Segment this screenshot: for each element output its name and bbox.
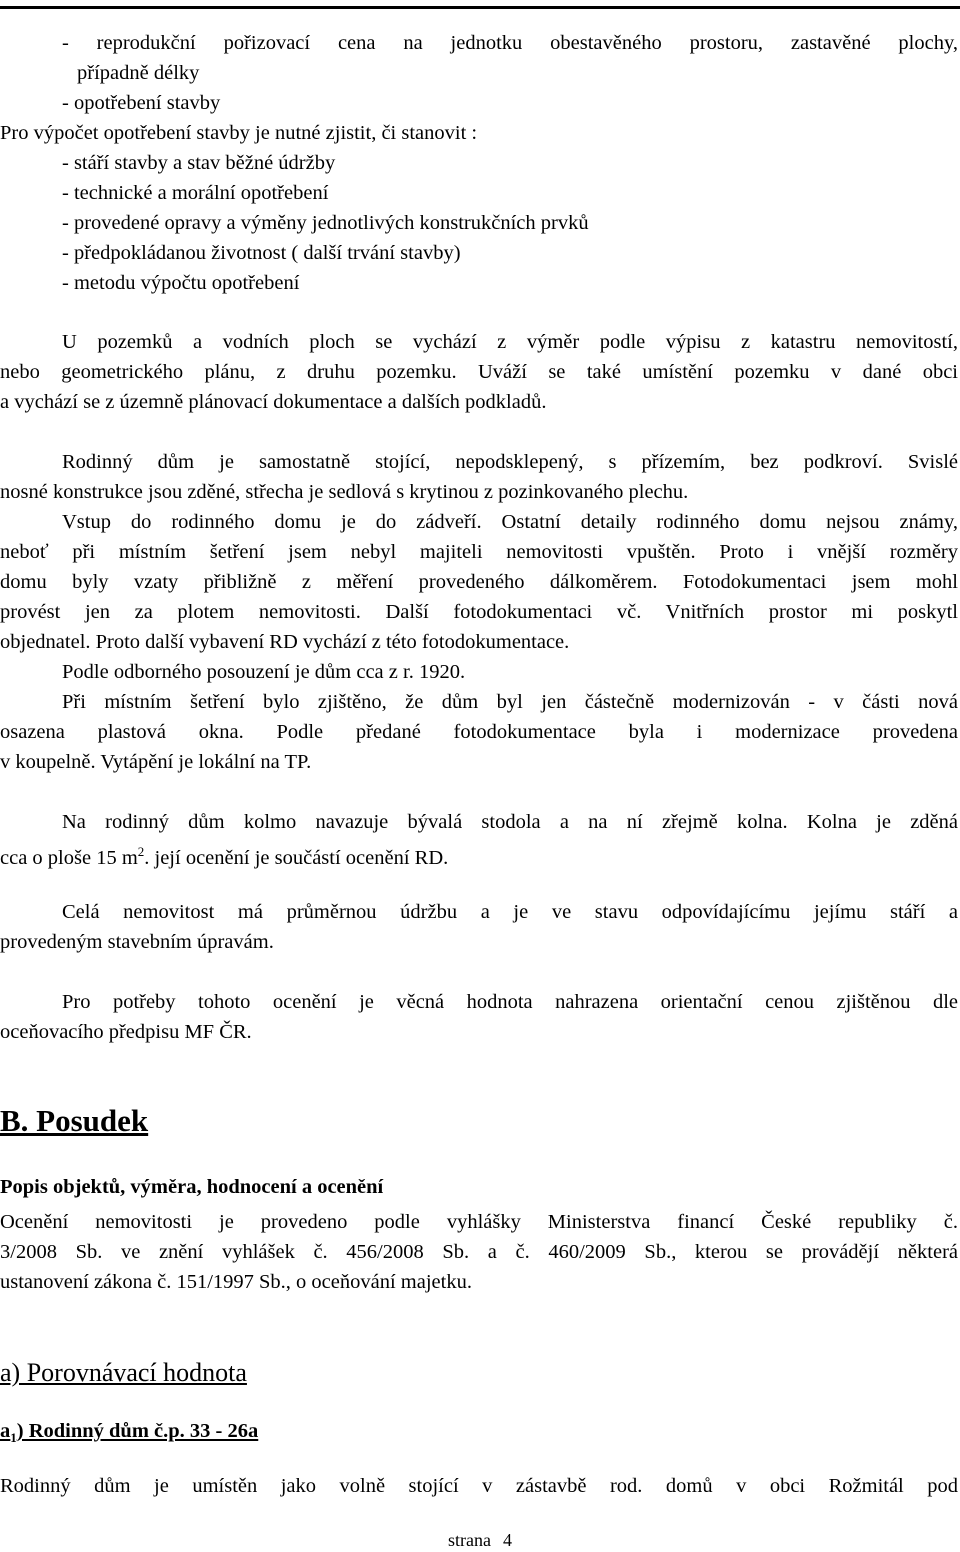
text-fragment: cca o ploše 15 m <box>0 846 138 869</box>
text-line: Při místním šetření bylo zjištěno, že dům byl jen částečně modernizován - v části nová <box>62 691 958 713</box>
text-line: Rodinný dům je samostatně stojící, nepodsklepený, s přízemím, bez podkroví. Svislé <box>62 451 958 473</box>
text-line: 3/2008 Sb. ve znění vyhlášek č. 456/2008 Sb. a č. 460/2009 Sb., kterou se provádějí některá <box>0 1241 958 1263</box>
item-heading <box>0 1418 958 1451</box>
subscript: 1 <box>10 1430 17 1446</box>
section-heading: B. Posudek <box>0 1103 149 1138</box>
text-line: - předpokládanou životnost ( další trvání stavby) <box>62 242 461 264</box>
text-line: v koupelně. Vytápění je lokální na TP. <box>0 751 312 773</box>
text-line: Pro výpočet opotřebení stavby je nutné zjistit, či stanovit : <box>0 122 478 144</box>
text-line: ustanovení zákona č. 151/1997 Sb., o oceňování majetku. <box>0 1271 472 1293</box>
text-line: nosné konstrukce jsou zděné, střecha je sedlová s krytinou z pozinkovaného plechu. <box>0 481 689 503</box>
text-line: objednatel. Proto další vybavení RD vychází z této fotodokumentace. <box>0 631 570 653</box>
text-line: Celá nemovitost má průměrnou údržbu a je ve stavu odpovídajícímu jejímu stáří a <box>62 901 958 923</box>
text-line: Pro potřeby tohoto ocenění je věcná hodnota nahrazena orientační cenou zjištěnou dle <box>62 991 958 1013</box>
page-number: 4 <box>502 1530 512 1550</box>
page-footer <box>0 1528 960 1552</box>
text-line: Rodinný dům je umístěn jako volně stojící v zástavbě rod. domů v obci Rožmitál pod <box>0 1475 958 1497</box>
text-line: oceňovacího předpisu MF ČR. <box>0 1021 252 1043</box>
text-fragment: . její ocenění je součástí ocenění RD. <box>144 846 449 869</box>
text-line: provedeným stavebním úpravám. <box>0 931 274 953</box>
text-line: - stáří stavby a stav běžné údržby <box>62 152 336 174</box>
superscript: 2 <box>137 844 145 859</box>
text-line: Vstup do rodinného domu je do zádveří. Ostatní detaily rodinného domu nejsou známy, <box>62 511 958 533</box>
text-line: případně délky <box>77 62 200 84</box>
text-line <box>0 839 958 871</box>
text-line: provést jen za plotem nemovitosti. Další fotodokumentaci vč. Vnitřních prostor mi poskytl <box>0 601 958 623</box>
text-fragment: a <box>0 1420 11 1442</box>
subsection-heading: Popis objektů, výměra, hodnocení a ocenění <box>0 1176 384 1198</box>
text-line: osazena plastová okna. Podle předané fotodokumentace byla i modernizace provedena <box>0 721 958 743</box>
top-rule <box>0 6 960 9</box>
text-line: Ocenění nemovitosti je provedeno podle vyhlášky Ministerstva financí České republiky č. <box>0 1211 958 1233</box>
text-line: - technické a morální opotřebení <box>62 182 329 204</box>
text-line: - opotřebení stavby <box>62 92 221 114</box>
text-line: neboť při místním šetření jsem nebyl majiteli nemovitosti vpuštěn. Proto i vnější rozměry <box>0 541 958 563</box>
text-line: domu byly vzaty přibližně z měření provedeného dálkoměrem. Fotodokumentaci jsem mohl <box>0 571 958 593</box>
text-line: nebo geometrického plánu, z druhu pozemku. Uváží se také umístění pozemku v dané obci <box>0 361 958 383</box>
text-line: Na rodinný dům kolmo navazuje bývalá stodola a na ní zřejmě kolna. Kolna je zděná <box>62 811 958 833</box>
text-line: U pozemků a vodních ploch se vychází z výměr podle výpisu z katastru nemovitostí, <box>62 331 958 353</box>
text-line: - reprodukční pořizovací cena na jednotku obestavěného prostoru, zastavěné plochy, <box>62 32 958 54</box>
footer-label: strana <box>448 1530 491 1550</box>
text-line: Podle odborného posouzení je dům cca z r. 1920. <box>62 661 466 683</box>
text-line: a vychází se z územně plánovací dokumentace a dalších podkladů. <box>0 391 547 413</box>
text-fragment: ) Rodinný dům č.p. 33 - 26a <box>16 1420 259 1442</box>
subsection-heading: a) Porovnávací hodnota <box>0 1358 247 1387</box>
text-line: - metodu výpočtu opotřebení <box>62 272 300 294</box>
text-line: - provedené opravy a výměny jednotlivých konstrukčních prvků <box>62 212 589 234</box>
